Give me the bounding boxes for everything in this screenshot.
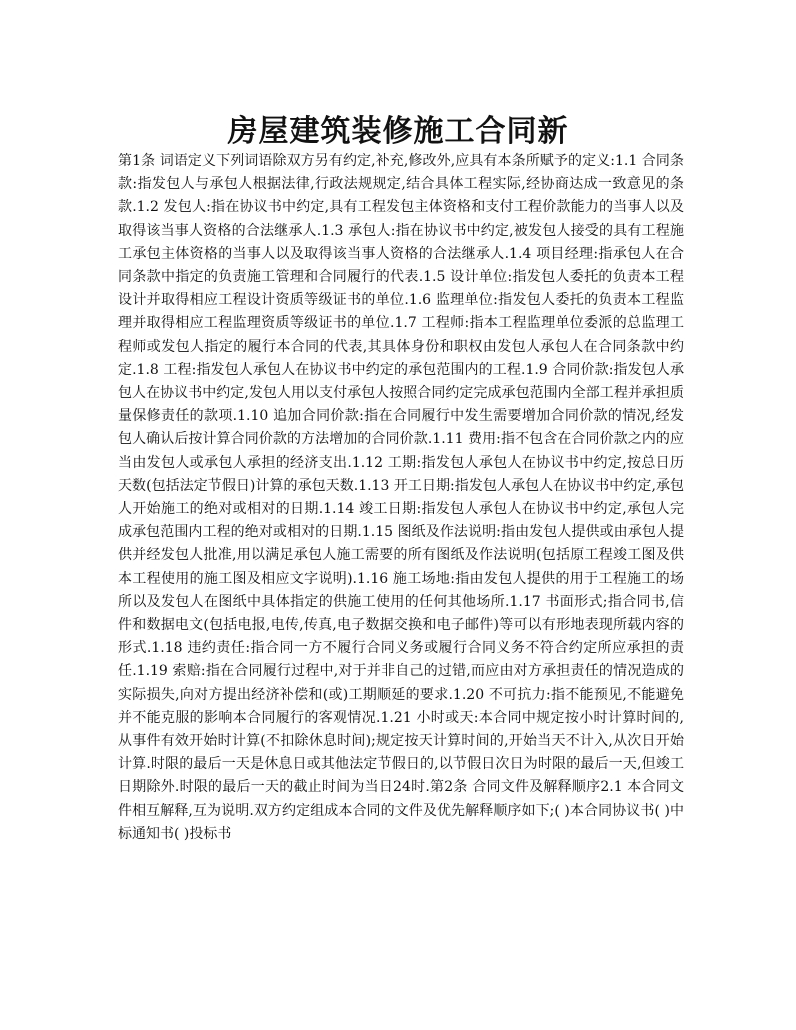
document-body: 第1条 词语定义下列词语除双方另有约定,补充,修改外,应具有本条所赋予的定义:1.1 合同条款:指发包人与承包人根据法律,行政法规规定,结合具体工程实际,经协商达成一致意见的条款.1.2 发包人:指在协议书中约定,具有工程发包主体资格和支付工程价款能力的当事人以及取得该当事人资格的合法继承人.1.3 承包人:指在协议书中约定,被发包人接受的具有工程施工承包主体资格的当事人以及取得该当事人资格的合法继承人.1.4 项目经理:指承包人在合同条款中指定的负责施工管理和合同履行的代表.1.5 设计单位:指发包人委托的负责本工程设计并取得相应工程设计资质等级证书的单位.1.6 监理单位:指发包人委托的负责本工程监理并取得相应工程监理资质等级证书的单位.1.7 工程师:指本工程监理单位委派的总监理工程师或发包人指定的履行本合同的代表,其具体身份和职权由发包人承包人在合同条款中约定.1.8 工程:指发包人承包人在协议书中约定的承包范围内的工程.1.9 合同价款:指发包人承包人在协议书中约定,发包人用以支付承包人按照合同约定完成承包范围内全部工程并承担质量保修责任的款项.1.10 追加合同价款:指在合同履行中发生需要增加合同价款的情况,经发包人确认后按计算合同价款的方法增加的合同价款.1.11 费用:指不包含在合同价款之内的应当由发包人或承包人承担的经济支出.1.12 工期:指发包人承包人在协议书中约定,按总日历天数(包括法定节假日)计算的承包天数.1.13 开工日期:指发包人承包人在协议书中约定,承包人开始施工的绝对或相对的日期.1.14 竣工日期:指发包人承包人在协议书中约定,承包人完成承包范围内工程的绝对或相对的日期.1.15 图纸及作法说明:指由发包人提供或由承包人提供并经发包人批准,用以满足承包人施工需要的所有图纸及作法说明(包括原工程竣工图及供本工程使用的施工图及相应文字说明).1.16 施工场地:指由发包人提供的用于工程施工的场所以及发包人在图纸中具体指定的供施工使用的任何其他场所.1.17 书面形式;指合同书,信件和数据电文(包括电报,电传,传真,电子数据交换和电子邮件)等可以有形地表现所载内容的形式.1.18 违约责任:指合同一方不履行合同义务或履行合同义务不符合约定所应承担的责任.1.19 索赔:指在合同履行过程中,对于并非自己的过错,而应由对方承担责任的情况造成的实际损失,向对方提出经济补偿和(或)工期顺延的要求.1.20 不可抗力:指不能预见,不能避免并不能克服的影响本合同履行的客观情况.1.21 小时或天:本合同中规定按小时计算时间的,从事件有效开始时计算(不扣除休息时间);规定按天计算时间的,开始当天不计入,从次日开始计算.时限的最后一天是休息日或其他法定节假日的,以节假日次日为时限的最后一天,但竣工日期除外.时限的最后一天的截止时间为当日24时.第2条 合同文件及解释顺序2.1 本合同文件相互解释,互为说明.双方约定组成本合同的文件及优先解释顺序如下;( )本合同协议书( )中标通知书( )投标书	[118, 153, 684, 842]
document-title: 房屋建筑装修施工合同新	[227, 114, 569, 150]
